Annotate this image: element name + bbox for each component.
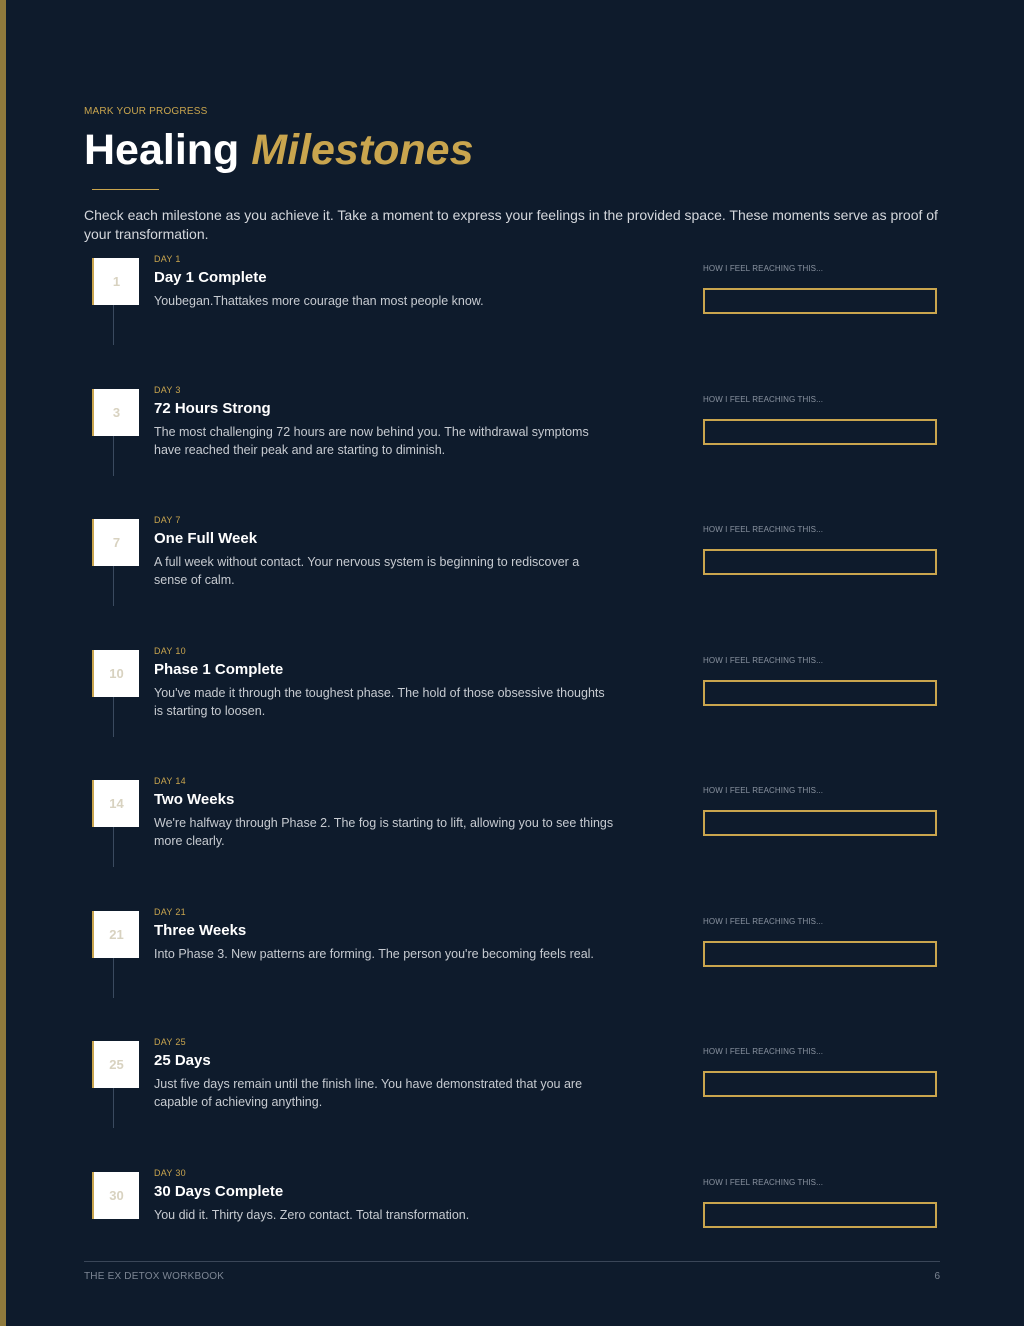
- milestone-title: Phase 1 Complete: [154, 661, 284, 678]
- milestone-checkbox[interactable]: 14: [92, 780, 139, 827]
- milestone-day-label: DAY 1: [154, 254, 181, 264]
- milestone-checkbox[interactable]: 30: [92, 1172, 139, 1219]
- intro-text: Check each milestone as you achieve it. Take a moment to express your feelings in the provided space. These moments serve as proof of your transformation.: [84, 207, 938, 242]
- milestone-checkbox[interactable]: 7: [92, 519, 139, 566]
- milestone-checkbox[interactable]: 3: [92, 389, 139, 436]
- title-divider: [92, 189, 159, 190]
- milestone-description: We're halfway through Phase 2. The fog is starting to lift, allowing you to see things more clearly.: [154, 816, 614, 848]
- gold-edge-bar: [0, 0, 6, 1326]
- milestone-day-3: [84, 385, 944, 489]
- milestone-title: 25 Days: [154, 1052, 211, 1069]
- milestone-description: You did it. Thirty days. Zero contact. Total transformation.: [154, 1208, 470, 1222]
- milestone-title: 30 Days Complete: [154, 1183, 284, 1200]
- timeline-connector: [113, 958, 114, 998]
- timeline-connector: [113, 305, 114, 345]
- milestone-day-label: DAY 7: [154, 515, 181, 525]
- feel-label: HOW I FEEL REACHING THIS...: [703, 786, 824, 795]
- feel-input[interactable]: [703, 1202, 937, 1228]
- milestone-checkbox[interactable]: 10: [92, 650, 139, 697]
- milestone-day-label: DAY 14: [154, 776, 186, 786]
- timeline-connector: [113, 566, 114, 606]
- milestone-title: Two Weeks: [154, 791, 235, 808]
- milestone-title: 72 Hours Strong: [154, 400, 271, 417]
- timeline-connector: [113, 436, 114, 476]
- feel-label: HOW I FEEL REACHING THIS...: [703, 264, 824, 273]
- milestone-description: A full week without contact. Your nervous system is beginning to rediscover a sense of calm.: [154, 555, 580, 587]
- timeline-connector: [113, 697, 114, 737]
- timeline-connector: [113, 827, 114, 867]
- feel-input[interactable]: [703, 549, 937, 575]
- milestone-description: Youbegan.Thattakes more courage than most people know.: [154, 294, 484, 308]
- milestone-day-14: [84, 776, 944, 880]
- milestone-description: The most challenging 72 hours are now behind you. The withdrawal symptoms have reached their peak and are starting to diminish.: [154, 425, 589, 457]
- feel-input[interactable]: [703, 1071, 937, 1097]
- milestone-day-label: DAY 25: [154, 1037, 186, 1047]
- page-title: [84, 124, 474, 176]
- milestone-day-label: DAY 10: [154, 646, 186, 656]
- footer-divider: [84, 1261, 940, 1262]
- feel-label: HOW I FEEL REACHING THIS...: [703, 1178, 824, 1187]
- feel-input[interactable]: [703, 810, 937, 836]
- milestone-day-1: [84, 254, 944, 358]
- feel-label: HOW I FEEL REACHING THIS...: [703, 525, 824, 534]
- feel-input[interactable]: [703, 680, 937, 706]
- title-plain: Healing: [84, 126, 252, 174]
- milestone-checkbox[interactable]: 21: [92, 911, 139, 958]
- feel-input[interactable]: [703, 941, 937, 967]
- milestone-description: Just five days remain until the finish line. You have demonstrated that you are capable of achieving anything.: [154, 1077, 583, 1109]
- milestone-description: You've made it through the toughest phase. The hold of those obsessive thoughts is starting to loosen.: [154, 686, 605, 718]
- feel-label: HOW I FEEL REACHING THIS...: [703, 917, 824, 926]
- footer-page-number: 6: [934, 1271, 940, 1282]
- milestone-day-label: DAY 30: [154, 1168, 186, 1178]
- feel-input[interactable]: [703, 419, 937, 445]
- milestone-checkbox[interactable]: 1: [92, 258, 139, 305]
- milestone-day-30: [84, 1168, 944, 1272]
- feel-input[interactable]: [703, 288, 937, 314]
- milestone-checkbox[interactable]: 25: [92, 1041, 139, 1088]
- milestone-description: Into Phase 3. New patterns are forming. The person you're becoming feels real.: [154, 947, 594, 961]
- milestone-title: Day 1 Complete: [154, 269, 267, 286]
- footer-book-title: THE EX DETOX WORKBOOK: [84, 1271, 225, 1282]
- milestone-day-label: DAY 3: [154, 385, 181, 395]
- milestone-day-21: [84, 907, 944, 1011]
- milestone-day-10: [84, 646, 944, 750]
- title-accent: Milestones: [251, 126, 474, 174]
- milestone-day-label: DAY 21: [154, 907, 186, 917]
- feel-label: HOW I FEEL REACHING THIS...: [703, 656, 824, 665]
- milestone-title: One Full Week: [154, 530, 258, 547]
- milestone-title: Three Weeks: [154, 922, 247, 939]
- eyebrow-label: MARK YOUR PROGRESS: [84, 106, 208, 117]
- feel-label: HOW I FEEL REACHING THIS...: [703, 395, 824, 404]
- timeline-connector: [113, 1088, 114, 1128]
- milestone-day-25: [84, 1037, 944, 1141]
- feel-label: HOW I FEEL REACHING THIS...: [703, 1047, 824, 1056]
- milestone-day-7: [84, 515, 944, 619]
